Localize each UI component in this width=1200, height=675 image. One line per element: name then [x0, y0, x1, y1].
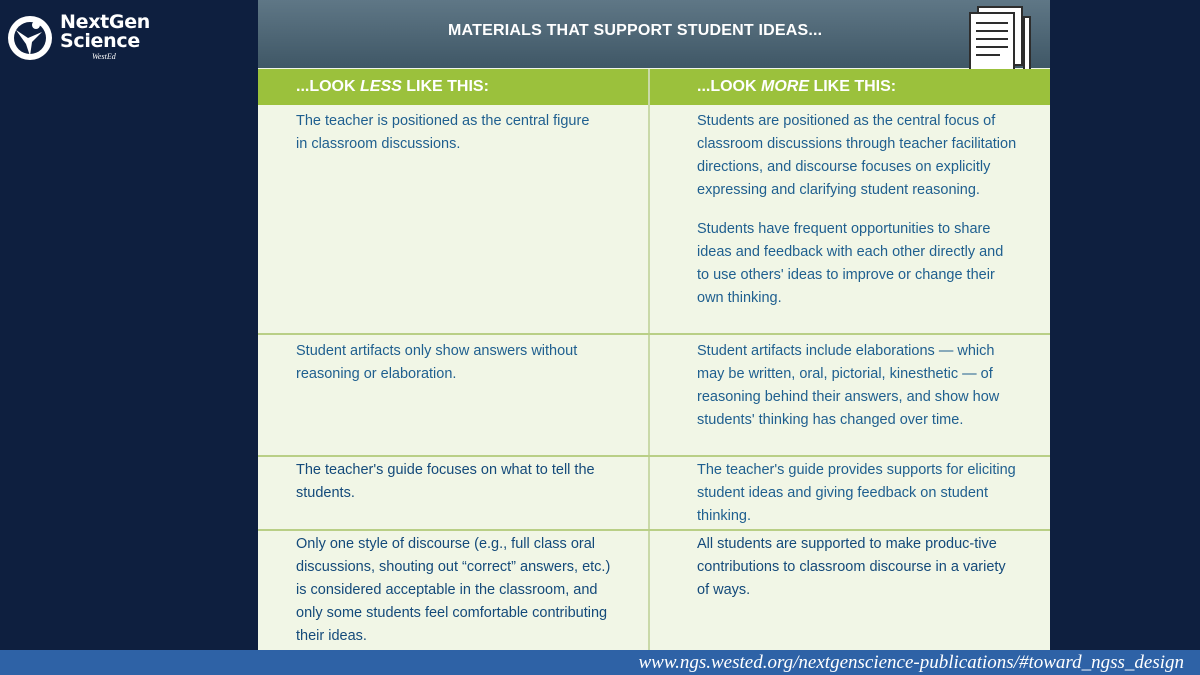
column-header-more: [650, 69, 1050, 105]
row-2-less-text: Student artifacts only show answers without reasoning or elaboration.: [296, 343, 578, 382]
row-3-more-text: The teacher's guide provides supports for eliciting student ideas and giving feedback on student thinking.: [697, 462, 1016, 524]
row-1-less-text: The teacher is positioned as the central figure in classroom discussions.: [296, 113, 590, 152]
logo-line-2: Science: [60, 30, 140, 52]
row-4-more-text: All students are supported to make produc-tive contributions to classroom discourse in a variety of ways.: [697, 536, 1006, 598]
row-divider-1: [258, 333, 1050, 335]
col-more-emph: MORE: [761, 78, 809, 95]
col-more-suffix: LIKE THIS:: [809, 78, 897, 95]
row-1-less-cell: [296, 110, 596, 172]
footer-url-link[interactable]: www.ngs.wested.org/nextgenscience-publications/#toward_ngss_design: [638, 652, 1184, 673]
column-header-less: [258, 69, 648, 105]
row-4-less-cell: [296, 533, 621, 650]
slide-title: MATERIALS THAT SUPPORT STUDENT IDEAS...: [448, 22, 823, 39]
row-4-less-text: Only one style of discourse (e.g., full class oral discussions, shouting out “correct” answers, etc.) is considered acceptable in the classroom, and only some students feel comfortable contributing their ideas.: [296, 536, 611, 644]
col-less-suffix: LIKE THIS:: [401, 78, 489, 95]
col-more-prefix: ...LOOK: [697, 78, 761, 95]
logo-line-1: NextGen: [60, 11, 151, 33]
row-2-more-text: Student artifacts include elaborations — which may be written, oral, pictorial, kinesthetic — of reasoning behind their answers, and show how students' thinking has changed over time.: [697, 343, 1000, 428]
col-less-emph: LESS: [360, 78, 402, 95]
row-1-more-cell: [697, 110, 1017, 326]
row-2-less-cell: [296, 340, 616, 402]
row-1-more-text-2: Students have frequent opportunities to share ideas and feedback with each other directly and to use others' ideas to improve or change their own thinking.: [697, 221, 1004, 306]
nextgen-science-logo: [6, 11, 151, 64]
row-1-more-text-1: Students are positioned as the central focus of classroom discussions through teacher facilitation directions, and discourse focuses on explicitly expressing and clarifying student reasoning.: [697, 113, 1017, 198]
title-bar: [258, 0, 1050, 68]
logo-org: WestEd: [92, 52, 116, 61]
col-less-prefix: ...LOOK: [296, 78, 360, 95]
row-3-more-cell: [697, 459, 1017, 544]
nextgen-science-logo-icon: [6, 14, 54, 62]
slide-table: [258, 0, 1050, 650]
footer-bar: [0, 650, 1200, 675]
column-divider: [648, 69, 650, 650]
logo-wordmark: [60, 13, 150, 51]
row-3-less-cell: [296, 459, 616, 521]
row-3-less-text: The teacher's guide focuses on what to tell the students.: [296, 462, 595, 501]
row-divider-2: [258, 455, 1050, 457]
row-2-more-cell: [697, 340, 1007, 448]
row-4-more-cell: [697, 533, 1017, 618]
